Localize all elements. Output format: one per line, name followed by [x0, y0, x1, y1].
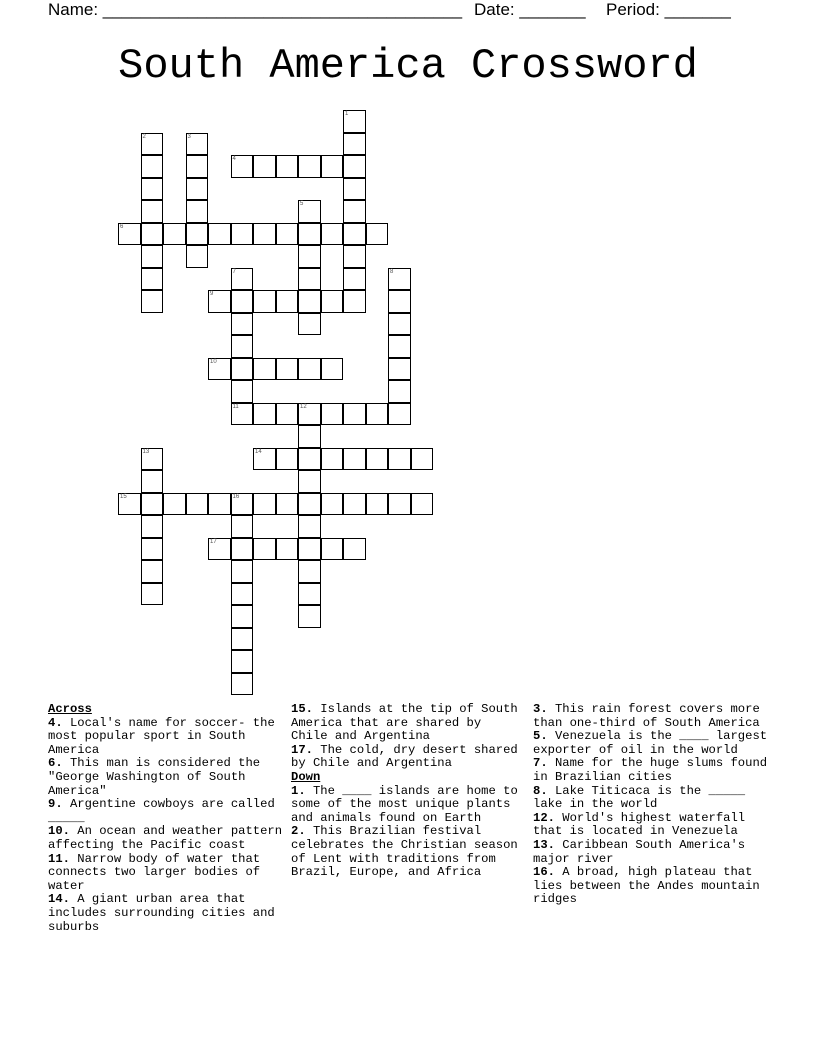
grid-cell[interactable]: [231, 313, 254, 336]
grid-cell[interactable]: [298, 223, 321, 246]
grid-cell[interactable]: [298, 605, 321, 628]
clue-number: 13: [142, 448, 150, 455]
grid-cell[interactable]: [141, 268, 164, 291]
grid-cell[interactable]: [231, 650, 254, 673]
grid-cell[interactable]: [141, 515, 164, 538]
grid-cell[interactable]: [276, 358, 299, 381]
grid-cell[interactable]: [231, 155, 254, 178]
grid-cell[interactable]: [208, 493, 231, 516]
grid-cell[interactable]: [411, 493, 434, 516]
grid-cell[interactable]: [253, 493, 276, 516]
down-heading: Down: [291, 769, 321, 784]
grid-cell[interactable]: [298, 448, 321, 471]
grid-cell[interactable]: [186, 133, 209, 156]
grid-cell[interactable]: [186, 245, 209, 268]
grid-cell[interactable]: [141, 155, 164, 178]
grid-cell[interactable]: [231, 403, 254, 426]
grid-cell[interactable]: [276, 290, 299, 313]
grid-cell[interactable]: [231, 358, 254, 381]
grid-cell[interactable]: [388, 313, 411, 336]
grid-cell[interactable]: [253, 448, 276, 471]
grid-cell[interactable]: [298, 493, 321, 516]
grid-cell[interactable]: [321, 223, 344, 246]
grid-cell[interactable]: [231, 335, 254, 358]
grid-cell[interactable]: [141, 493, 164, 516]
clue-number: 9: [210, 291, 214, 297]
grid-cell[interactable]: [298, 425, 321, 448]
grid-cell[interactable]: [321, 290, 344, 313]
grid-cell[interactable]: [321, 538, 344, 561]
grid-cell[interactable]: [231, 493, 254, 516]
grid-cell[interactable]: [186, 155, 209, 178]
across-clue-10: 10. An ocean and weather pattern affecting the Pacific coast: [48, 824, 283, 852]
date-field[interactable]: Date: _______: [474, 0, 586, 19]
grid-cell[interactable]: [231, 605, 254, 628]
grid-cell[interactable]: [231, 223, 254, 246]
grid-cell[interactable]: [141, 290, 164, 313]
grid-cell[interactable]: [388, 268, 411, 291]
grid-cell[interactable]: [298, 470, 321, 493]
grid-cell[interactable]: [186, 223, 209, 246]
down-clue-12: 12. World's highest waterfall that is located in Venezuela: [533, 810, 746, 839]
grid-cell[interactable]: [231, 515, 254, 538]
grid-cell[interactable]: [208, 358, 231, 381]
grid-cell[interactable]: [141, 448, 164, 471]
grid-cell[interactable]: [276, 538, 299, 561]
clue-number: 11: [232, 403, 239, 410]
down-clue-5: 5. Venezuela is the ____ largest exporter of oil in the world: [533, 729, 768, 757]
grid-cell[interactable]: [388, 403, 411, 426]
grid-cell[interactable]: [366, 403, 389, 426]
grid-cell[interactable]: [231, 290, 254, 313]
across-clue-9: 9. Argentine cowboys are called _____: [48, 797, 275, 825]
grid-cell[interactable]: [343, 493, 366, 516]
grid-cell[interactable]: [298, 515, 321, 538]
down-clue-7: 7. Name for the huge slums found in Brazilian cities: [533, 756, 768, 784]
grid-cell[interactable]: [186, 178, 209, 201]
page-title: South America Crossword: [118, 42, 698, 90]
grid-cell[interactable]: [276, 403, 299, 426]
grid-cell[interactable]: [343, 133, 366, 156]
grid-cell[interactable]: [298, 538, 321, 561]
clue-number: 16: [232, 493, 240, 500]
across-clue-17: 17. The cold, dry desert shared by Chile and Argentina: [291, 742, 518, 771]
grid-cell[interactable]: [141, 583, 164, 606]
grid-cell[interactable]: [366, 448, 389, 471]
grid-cell[interactable]: [208, 223, 231, 246]
grid-cell[interactable]: [343, 223, 366, 246]
grid-cell[interactable]: [388, 290, 411, 313]
grid-cell[interactable]: [186, 493, 209, 516]
across-clue-4: 4. Local's name for soccer- the most popular sport in South America: [48, 715, 275, 757]
grid-cell[interactable]: [343, 448, 366, 471]
grid-cell[interactable]: [321, 493, 344, 516]
grid-cell[interactable]: [388, 358, 411, 381]
grid-cell[interactable]: [321, 403, 344, 426]
down-clue-3: 3. This rain forest covers more than one-third of South America: [533, 702, 760, 730]
grid-cell[interactable]: [388, 493, 411, 516]
clues-column-2: [291, 703, 523, 880]
grid-cell[interactable]: [141, 245, 164, 268]
grid-cell[interactable]: [253, 290, 276, 313]
across-clue-15: 15. Islands at the tip of South America that are shared by Chile and Argentina: [291, 702, 518, 744]
grid-cell[interactable]: [366, 493, 389, 516]
clue-number: 1: [345, 111, 349, 117]
grid-cell[interactable]: [343, 290, 366, 313]
clue-number: 12: [300, 403, 307, 410]
down-clue-8: 8. Lake Titicaca is the _____ lake in the world: [533, 783, 746, 812]
grid-cell[interactable]: [186, 200, 209, 223]
grid-cell[interactable]: [343, 268, 366, 291]
grid-cell[interactable]: [231, 583, 254, 606]
grid-cell[interactable]: [141, 470, 164, 493]
across-clue-6: 6. This man is considered the "George Washington of South America": [48, 756, 261, 798]
grid-cell[interactable]: [298, 583, 321, 606]
across-clue-11: 11. Narrow body of water that connects two larger bodies of water: [48, 851, 261, 893]
period-field[interactable]: Period: _______: [606, 0, 731, 19]
grid-cell[interactable]: [298, 200, 321, 223]
clue-number: 8: [390, 268, 394, 275]
across-clue-14: 14. A giant urban area that includes surrounding cities and suburbs: [48, 892, 275, 934]
grid-cell[interactable]: [231, 268, 254, 291]
grid-cell[interactable]: [343, 200, 366, 223]
grid-cell[interactable]: [231, 673, 254, 696]
grid-cell[interactable]: [298, 268, 321, 291]
grid-cell[interactable]: [208, 290, 231, 313]
grid-cell[interactable]: [231, 628, 254, 651]
grid-cell[interactable]: [141, 178, 164, 201]
grid-cell[interactable]: [366, 223, 389, 246]
grid-cell[interactable]: [388, 380, 411, 403]
clue-number: 10: [210, 358, 217, 365]
clues-column-1: [48, 703, 284, 934]
grid-cell[interactable]: [343, 245, 366, 268]
clue-number: 17: [210, 538, 217, 545]
grid-cell[interactable]: [343, 110, 366, 133]
grid-cell[interactable]: [321, 155, 344, 178]
clue-number: 7: [232, 268, 236, 275]
grid-cell[interactable]: [141, 200, 164, 223]
grid-cell[interactable]: [276, 223, 299, 246]
clue-number: 5: [300, 201, 304, 207]
grid-cell[interactable]: [276, 448, 299, 471]
clues-column-3: [533, 703, 773, 907]
grid-cell[interactable]: [163, 223, 186, 246]
grid-cell[interactable]: [141, 538, 164, 561]
grid-cell[interactable]: [388, 448, 411, 471]
grid-cell[interactable]: [253, 155, 276, 178]
grid-cell[interactable]: [231, 380, 254, 403]
clue-number: 3: [187, 133, 191, 140]
grid-cell[interactable]: [298, 560, 321, 583]
grid-cell[interactable]: [253, 223, 276, 246]
name-field[interactable]: Name: ______________________________________: [48, 0, 463, 19]
grid-cell[interactable]: [253, 403, 276, 426]
grid-cell[interactable]: [343, 155, 366, 178]
grid-cell[interactable]: [118, 223, 141, 246]
grid-cell[interactable]: [141, 133, 164, 156]
grid-cell[interactable]: [231, 560, 254, 583]
grid-cell[interactable]: [231, 538, 254, 561]
grid-cell[interactable]: [343, 403, 366, 426]
grid-cell[interactable]: [298, 155, 321, 178]
grid-cell[interactable]: [298, 290, 321, 313]
down-clue-2: 2. This Brazilian festival celebrates the Christian season of Lent with traditions from Brazil, Europe, and Africa: [291, 824, 518, 880]
clue-number: 6: [120, 223, 124, 230]
down-clue-1: 1. The ____ islands are home to some of the most unique plants and animals found on Earth: [291, 783, 518, 825]
grid-cell[interactable]: [118, 493, 141, 516]
clue-number: 4: [232, 156, 236, 162]
grid-cell[interactable]: [298, 403, 321, 426]
across-heading: Across: [48, 702, 92, 716]
down-clue-16: 16. A broad, high plateau that lies between the Andes mountain ridges: [533, 865, 760, 907]
grid-cell[interactable]: [343, 178, 366, 201]
clue-number: 14: [255, 448, 262, 455]
grid-cell[interactable]: [298, 358, 321, 381]
grid-cell[interactable]: [298, 313, 321, 336]
grid-cell[interactable]: [253, 538, 276, 561]
grid-cell[interactable]: [321, 448, 344, 471]
clue-number: 2: [142, 133, 146, 140]
grid-cell[interactable]: [253, 358, 276, 381]
grid-cell[interactable]: [276, 493, 299, 516]
grid-cell[interactable]: [343, 538, 366, 561]
grid-cell[interactable]: [141, 223, 164, 246]
grid-cell[interactable]: [388, 335, 411, 358]
grid-cell[interactable]: [411, 448, 434, 471]
grid-cell[interactable]: [298, 245, 321, 268]
grid-cell[interactable]: [141, 560, 164, 583]
grid-cell[interactable]: [276, 155, 299, 178]
down-clue-13: 13. Caribbean South America's major river: [533, 837, 746, 866]
grid-cell[interactable]: [208, 538, 231, 561]
grid-cell[interactable]: [321, 358, 344, 381]
clue-number: 15: [120, 493, 127, 500]
grid-cell[interactable]: [163, 493, 186, 516]
